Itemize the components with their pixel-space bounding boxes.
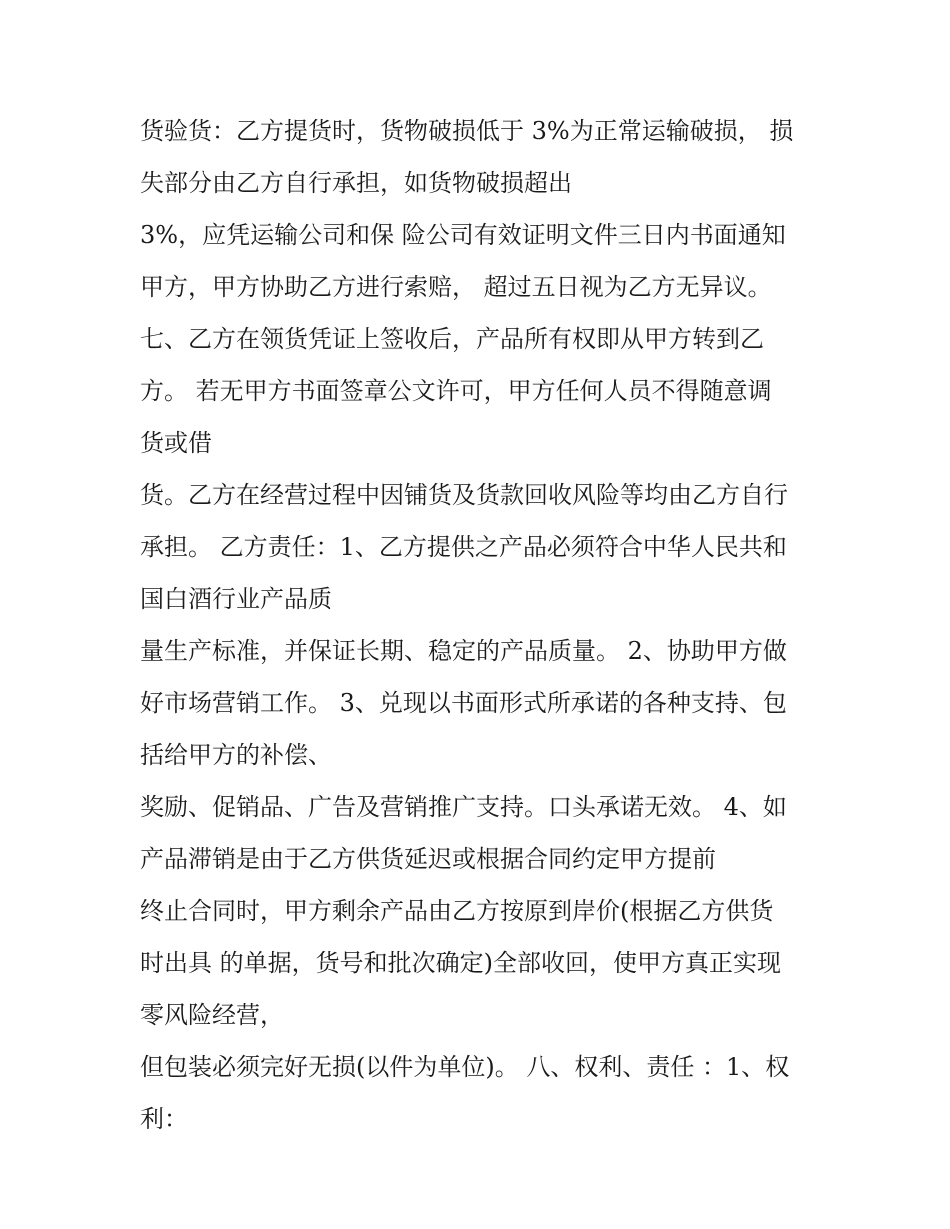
text-line: 失部分由乙方自行承担，如货物破损超出 [140, 169, 572, 197]
text-line: 货验货：乙方提货时，货物破损低于 3%为正常运输破损， 损 [140, 117, 794, 145]
text-line: 括给甲方的补偿、 [140, 741, 332, 769]
text-line: 奖励、促销品、广告及营销推广支持。口头承诺无效。 4、如 [140, 793, 787, 821]
text-line: 但包装必须完好无损(以件为单位)。 八、权利、责任 ：1、权 [140, 1053, 790, 1081]
text-line: 零风险经营， [140, 1001, 284, 1029]
text-line: 甲方，甲方协助乙方进行索赔， 超过五日视为乙方无异议。 [140, 273, 772, 301]
text-line: 时出具 的单据，货号和批次确定)全部收回，使甲方真正实现 [140, 949, 781, 977]
text-line: 承担。 乙方责任：1、乙方提供之产品必须符合中华人民共和 [140, 533, 787, 561]
text-line: 货或借 [140, 429, 212, 457]
text-line: 方。 若无甲方书面签章公文许可，甲方任何人员不得随意调 [140, 377, 772, 405]
text-line: 利： [140, 1105, 188, 1133]
text-line: 产品滞销是由于乙方供货延迟或根据合同约定甲方提前 [140, 845, 716, 873]
text-line: 货。乙方在经营过程中因铺货及货款回收风险等均由乙方自行 [140, 481, 788, 509]
contract-text-block [140, 105, 840, 1145]
text-line: 终止合同时，甲方剩余产品由乙方按原到岸价(根据乙方供货 [140, 897, 774, 925]
text-line: 七、乙方在领货凭证上签收后，产品所有权即从甲方转到乙 [140, 325, 764, 353]
text-line: 量生产标准，并保证长期、稳定的产品质量。 2、协助甲方做 [140, 637, 787, 665]
text-line: 好市场营销工作。 3、兑现以书面形式所承诺的各种支持、包 [140, 689, 787, 717]
text-line: 3%，应凭运输公司和保 险公司有效证明文件三日内书面通知 [140, 221, 786, 249]
text-line: 国白酒行业产品质 [140, 585, 332, 613]
